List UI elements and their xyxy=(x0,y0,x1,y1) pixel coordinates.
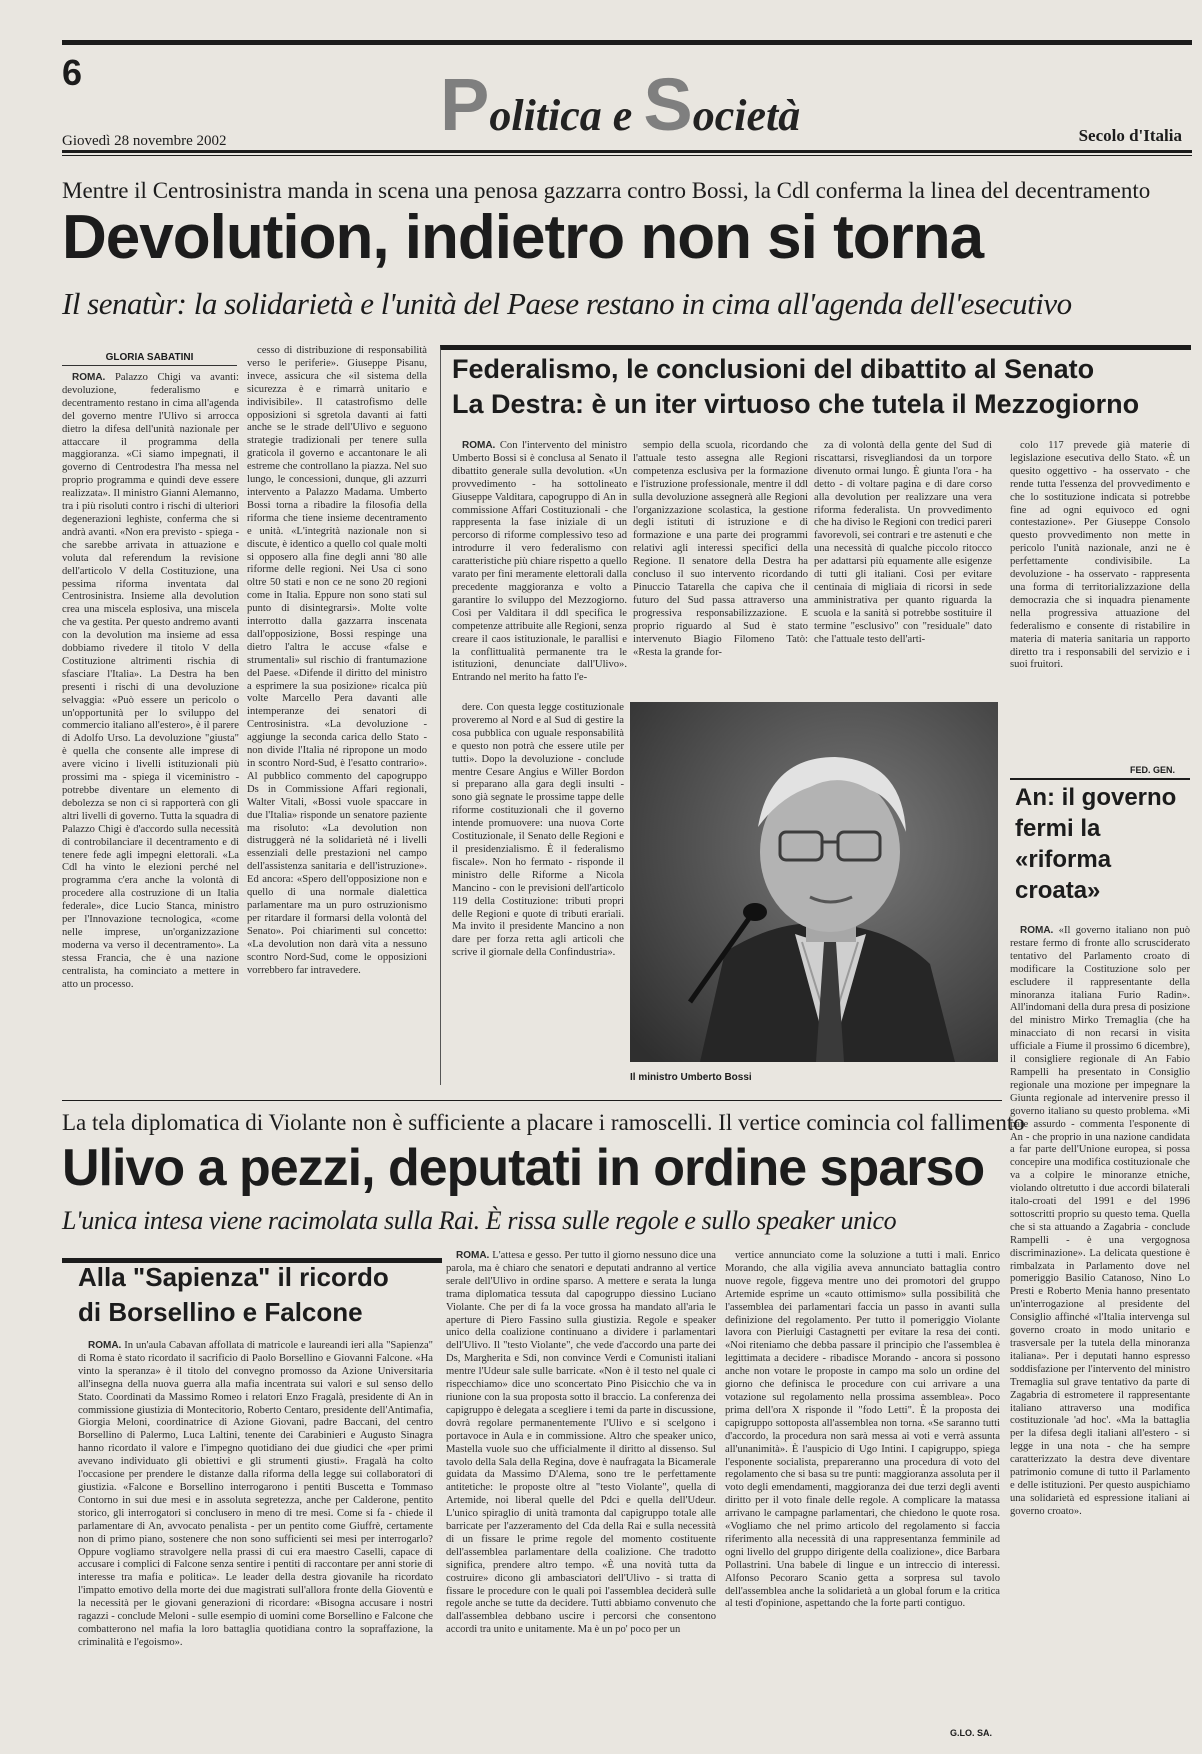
side-story-text: «Il governo italiano non può restare fermo di fronte allo scrusciderato tentativo del Parlamento croato di modificare la Costituzione solo per escludere il rappresentante della minoranza italiana Furio Radin». All'indomani della dura presa di posizione del ministro Mirko Tremaglia (che ha minacciato di non recarsi in visita ufficiale a Fiume il prossimo 6 dicembre), il consigliere regionale di An Fabio Rampelli ha presentato in Consiglio regionale una mozione per impegnare la Giunta regionale ad intervenire presso il governo italiano su questo problema. «Mi pare assurdo - commenta l'esponente di An - che proprio in una nazione candidata a far parte dell'Unione europea, si possa concepire una modifica costituzionale che va a colpire le minoranze etniche, violando oltretutto i due accordi bilaterali italo-croati del 1991 e del 1996 sottoscritti proprio su questo tema. Quella che si sta attuando a Zagabria - conclude Rampelli - è una vergognosa discriminazione». La delicata questione è rimbalzata in Parlamento dove nel pomeriggio Basilio Catanoso, Nino Lo Presti e Roberto Menia hanno presentato un'interrogazione al presidente del Consiglio affinché «l'Italia intervenga sul governo croato in modo unitario e trasversale per la tutela della minoranza italiana». Per i deputati hanno espresso soddisfazione per l'intervento del ministro Tremaglia sul grave tentativo da parte di Zagabria di estrometere il rappresentante italiano attraverso una modifica costituzionale 'ad hoc'. «Ma la battaglia per la difesa degli italiani all'estero - si legge in una nota - che ha sempre caratterizzato la destra deve diventare patrimonio comune di tutto il Parlamento e delle istituzioni. Per questo auspichiamo una solidarietà ed espressione italiani ai governo croato». xyxy=(1010,925,1190,1517)
main-column-2 xyxy=(247,345,427,1082)
main-column-1 xyxy=(62,372,239,1082)
section-initial-s: S xyxy=(643,63,693,146)
feature-column-2-text: sempio della scuola, ricordando che l'attuale testo assegna alle Regioni competenza esclusiva per la formazione e l'istruzione professionale, mentre il ddl sulla devoluzione assegnerà alle Regioni l'organizzazione scolastica, la gestione degli istituti di istruzione e di formazione e una parte dei programmi relativi agli interessi specifici della Regione. Il senatore della Destra ha concluso il suo intervento ricordando Pinuccio Tatarella che capiva che il futuro del Sud passa attraverso una progressiva responsabilizzazione. E proprio riguardo al Sud è stato intervenuto Biagio Filomeno Tatò: «Resta la grande for- xyxy=(633,440,808,658)
sub-story-dateline: ROMA. xyxy=(88,1340,122,1351)
sub-story-headline-line-1: Alla "Sapienza" il ricordo xyxy=(78,1262,389,1292)
dateline: ROMA. xyxy=(72,372,106,383)
section-title-part2: ocietà xyxy=(692,91,801,140)
second-column-1-text: L'attesa e gesso. Per tutto il giorno nessuno dice una parola, ma è chiaro che senatori e deputati andranno al vertice serale dell'Ulivo in ordine sparso. A mettere e serata la lunga trama diplomatica tessuta dal capogruppo diessino Luciano Violante. Che per di fa la voce grossa ha mandato all'aria le aperture di Piero Fassino sulla giustizia. Regole e speaker unico della coalizione continuano a dividere i parlamentari dell'Ulivo. Il "testo Violante", che vede d'accordo una parte dei Ds, Margherita e Sdi, non convince Verdi e Comunisti italiani mentre l'Udeur sale sulle barricate. «Non è il testo nel quale ci rispecchiamo» dice uno sconcertato Pino Pisicchio che va in riunione con la sua proposta sotto il braccio. La conferenza dei capigruppo è delegata a scegliere i temi da parte in discussione, dovrà regolare permanentemente l'Ulivo e si scelgono i portavoce in Aula e in commissione. Altro che speaker unico, Mastella vuole suo che ufficialmente il diritto al dissenso. Sul tavolo della Sala della Regina, dove è naufragata la Bicamerale guidata da Massimo D'Alema, sono tre le perfettamente antitetiche: le proposte oltre al "testo Violante", quella di Artemide, noi liberal quelle del Pdci e quella dell'Udeur. L'unico spiraglio di unità tramonta dal capigruppo totale alle barricate per l'azzeramento del Cda della Rai e sulla necessità di un fissare le prime regole del momento costituente dell'assemblea parlamentare della coalizione. Che tradotto significa, prendere altro tempo. «È una novità tutta da costruire» dicono gli ambasciatori dell'Ulivo - si tratta di fissare le procedure con le quali poi l'assemblea deciderà sulle regole anche se tutte da decidere. Tutti abbiamo convenuto che dall'assemblea debbano uscire i percorsi che consentono accordi tra unito e unitamente. Ma è un po' poco per un xyxy=(446,1250,716,1636)
side-story-title: An: il governo fermi la «riforma croata» xyxy=(1015,784,1177,904)
sub-story-text: In un'aula Cabavan affollata di matricole e laureandi ieri alla "Sapienza" di Roma è stato ricordato il sacrificio di Paolo Borsellino e Giovanni Falcone. «Ha vinto la speranza» è il titolo del convegno promosso da Azione Universitaria all'insegna della nuova guerra alla mafia incentrata sui valori e sul senso dello Stato. Coordinati da Massimo Romeo i relatori Enzo Fragalà, presidente di An in commissione giustizia di Montecitorio, Roberto Centaro, presidente dell'Antimafia, Giorgia Meloni, coordinatrice di Azione Giovani, padre Baccani, del centro Borsellino di Palermo, Luca Laltini, tenente dei Carabinieri e Augusto Sinagra hanno ricordato il valore e l'impegno quotidiano dei due giudici che «per primi avevano individuato gli obiettivi e gli strumenti giusti». Fragalà ha colto l'occasione per prendere le distanze dalla riforma della legge sui collaboratori di giustizia. «Falcone e Borsellino interrogarono i pentiti Buscetta e Tommaso Contorno in sui due mesi e in assoluta segretezza, anche per Calderone, pentito storico, gli interrogatori si conclusero in meno di tre mesi. Come si fa - chiede il parlamentare di An, avvocato penalista - per un pentito come Giuffrè, certamente non di primo piano, sostenere che non sono sufficienti sei mesi per interrogarlo? Oppure vogliamo stravolgere nella prassi di cui era maestro Caselli, capace di accusare i complici di Falcone senza sentire i pentiti di raccontare per anni storie di interesse tra mafia e politica». Le leader della destra giovanile ha ricordato l'impatto emotivo della morte dei due magistrati sull'allora fronte della Gioventù e la necessità per le giovani generazioni di ricordare: «Bisogna accusare i nostri ragazzi - conclude Meloni - sulle esempio di uomini come Borsellino e Falcone che combatterono nel mafia la loro battaglia quotidiana contro la sopraffazione, la criminalità e l'egoismo». xyxy=(78,1340,433,1648)
minister-portrait-image xyxy=(630,702,998,1062)
feature-dateline: ROMA. xyxy=(462,440,496,451)
second-signature: G.LO. SA. xyxy=(950,1728,993,1738)
second-kicker: La tela diplomatica di Violante non è sufficiente a placare i ramoscelli. Il vertice comincia col fallimento xyxy=(62,1110,1025,1135)
feature-headline-line-2: La Destra: è un iter virtuoso che tutela il Mezzogiorno xyxy=(452,389,1140,419)
section-title-part1: olitica e xyxy=(489,91,644,140)
feature-headline xyxy=(452,352,1139,422)
byline: GLORIA SABATINI xyxy=(62,352,237,366)
minister-photo xyxy=(630,702,998,1062)
newspaper-name: Secolo d'Italia xyxy=(1078,126,1182,145)
section-title xyxy=(440,62,800,147)
main-headline: Devolution, indietro non si torna xyxy=(62,203,984,272)
feature-column-4 xyxy=(1010,440,1190,760)
main-column-1-text: Palazzo Chigi va avanti: devoluzione, federalismo e decentramento restano in cima all'agenda del governo mentre l'Ulivo si arrocca dietro la difesa dell'unità nazionale per attaccare il programma della maggioranza. «Ci siamo impegnati, il governo di Centrodestra l'ha messa nel proprio programma e quindi deve essere realizzata». Il ministro Gianni Alemanno, tra i più risoluti contro i rischi di ulteriori degenerazioni leghiste, conferma che si andrà avanti. «Non era previsto - spiega - che sarebbe arrivata in attuazione e voluta dal referendum la revisione dell'articolo V della Costituzione, una pessima riforma inventata dal Centrosinistra. Insieme alla devolution crea una miscela esplosiva, una miscela che va gestita. Per questo andremo avanti con la devolution ma insieme ad essa dobbiamo rivedere il titolo V della Costituzione altrimenti rischia di sfasciare l'Italia». La Destra ha ben presenti i rischi di una devoluzione selvaggia: «Può essere un pericolo o un'opportunità per lo sviluppo del commercio italiano all'estero», è il parere di Adolfo Urso. La devoluzione "giusta" è quella che consente alle imprese di avere vicino i livelli istituzionali più prossimi ma - spiega il viceministro - potrebbe diventare un elemento di debolezza se non ci si rapporterà con gli altri livelli di governo. Tutta la squadra di Palazzo Chigi è d'accordo sulla necessità di controbilanciare il decentramento e di tenere fede agli impegni elettorali. «La Cdl ha vinto le elezioni perché nel programma c'era anche la volontà di procedere alla costruzione di un Italia federale», dice Lucio Stanca, ministro per l'Innovazione tecnologica, «come nelle imprese, un'organizzazione moderna va verso il decentramento». La stessa Francia, che è una nazione centralista, ha cominciato a mettere in atto un processo. xyxy=(62,372,239,990)
feature-signature: FED. GEN. xyxy=(1130,765,1176,775)
second-column-2 xyxy=(725,1250,1000,1725)
feature-headline-line-1: Federalismo, le conclusioni del dibattito al Senato xyxy=(452,354,1095,384)
second-dateline: ROMA. xyxy=(456,1250,490,1261)
sub-story-headline-line-2: di Borsellino e Falcone xyxy=(78,1297,363,1327)
photo-caption: Il ministro Umberto Bossi xyxy=(630,1072,752,1083)
second-column-1 xyxy=(446,1250,716,1735)
side-story-dateline: ROMA. xyxy=(1020,925,1054,936)
second-story-rule xyxy=(62,1100,1002,1101)
top-rule xyxy=(62,40,1192,45)
second-deck: L'unica intesa viene racimolata sulla Rai. È rissa sulle regole e sullo speaker unico xyxy=(62,1206,897,1235)
feature-column-2 xyxy=(633,440,808,693)
sub-story-column xyxy=(78,1340,433,1735)
second-column-2-text: vertice annunciato come la soluzione a tutti i mali. Enrico Morando, che alla vigilia aveva annunciato battaglia contro nuove regole, figgeva mentre uno dei promotori del gruppo Artemide esprime un «cauto ottimismo» sulla possibilità che l'assemblea dei parlamentari faccia un passo in avanti sulla definizione del regolamento. Per tutto il pomeriggio Violante lavora con Pierluigi Castagnetti per evitare la resa dei conti. «Noi riteniamo che debba passare il principio che l'assemblea è legittimata a decidere - ribadisce Morando - ancora si possono anche non votare le proposte in campo ma solo un ordine del giorno che definisca le procedure con cui arrivare a una votazione sul regolamento nella prossima assemblea». Poco prima dell'ora X risponde il "fodo Letti". È la proposta dei capigruppo sottoposta all'assemblea non torna. «Se saranno tutti d'accordo, la procedura non sarà messa ai voti e verrà assunta all'unanimità». È l'auspicio di Ugo Intini. I capigruppo, spiega l'esponente socialista, prepareranno una procedura di voto del regolamento che si basa su tre punti: maggioranza assoluta per il voto degli emendamenti, maggioranza dei due terzi degli aventi diritto per il voto finale delle regole. A complicare la matassa arrivano le campagne parlamentari, che chiedono le quote rosa. «Vogliamo che nel primo articolo del regolamento si faccia riferimento alla necessità di una rappresentanza femminile ad ogni livello del gruppo dirigente della coalizione», dice Barbara Pollastrini. Una babele di lingue e un intreccio di interessi. Alfonso Pecoraro Scanio getta a sorpresa sul tavolo dell'assemblea anche la solidarietà a un global forum e la critica al testi d'opinione, aspettando che la forte parti contiguo. xyxy=(725,1250,1000,1610)
feature-column-3 xyxy=(814,440,992,693)
feature-column-1 xyxy=(452,440,627,693)
main-kicker: Mentre il Centrosinistra manda in scena una penosa gazzarra contro Bossi, la Cdl conferma la linea del decentramento xyxy=(62,178,1151,203)
masthead-rule-thin xyxy=(62,155,1192,156)
feature-column-3-text: za di volontà della gente del Sud di riscattarsi, risvegliandosi da un torpore divenuto ormai lungo. È giunta l'ora - ha detto - di voltare pagina e di dare corso alla devolution per realizzare una vera riforma federalista. Un provvedimento che ha diviso le Regioni con tredici pareri favorevoli, sei contrari e tre astenuti e che una necessità di qualche piccolo ritocco per adattarsi più equamente alle esigenze di tutti gli italiani. Così per evitare centinaia di migliaia di ricorsi in sede amministrativa per quanto riguarda la scuola e la sanità si potrebbe sostituire il termine "esclusivo" con "residuale" dato che l'attuale testo dell'arti- xyxy=(814,440,992,645)
feature-column-5 xyxy=(452,702,624,1082)
feature-column-1-text: Con l'intervento del ministro Umberto Bossi si è conclusa al Senato il dibattito generale sulla devolution. «Un provvedimento - ha sottolineato Giuseppe Valditara, capogruppo di An in commissione Affari Costituzionali - che rappresenta la fase iniziale di un percorso di riforme complessivo teso ad introdurre il vero federalismo con caratteristiche più chiare rispetto a quello varato per fini meramente elettorali dalla precedente maggioranza e volto a garantire lo sviluppo del Mezzogiorno. Così per Valditara il ddl specifica le competenze attribuite alle Regioni, senza creare il caos istituzionale, le parallisi e la conflittualità permanente tra le istituzioni, denunciate dall'Ulivo». Entrando nel merito ha fatto l'e- xyxy=(452,440,627,684)
side-story-column xyxy=(1010,925,1190,1740)
page-number: 6 xyxy=(62,52,83,93)
main-deck: Il senatùr: la solidarietà e l'unità del Paese restano in cima all'agenda dell'esecutivo xyxy=(62,286,1072,321)
feature-column-4-text: colo 117 prevede già materie di legislazione esecutiva dello Stato. «È un quesito oggettivo - ha osservato - che rende tutta l'essenza del provvedimento e che lo sostituzione indicata si potrebbe fine ad ogni equivoco ed ogni contestazione». Per Giuseppe Consolo questo provvedimento non mette in pericolo l'unità nazionale, anzi ne è perfettamente condivisibile. La devoluzione - ha osservato - rappresenta una forma di territorializzazione della democrazia che si inquadra pienamente nella progressiva attuazione del federalismo e consente di ristabilire in materia di materia sanitaria un rapporto diretto tra i responsabili del servizio e i suoi fruitori. xyxy=(1010,440,1190,671)
second-headline: Ulivo a pezzi, deputati in ordine sparso xyxy=(62,1139,985,1197)
section-initial-p: P xyxy=(440,63,490,146)
main-column-2-text: cesso di distribuzione di responsabilità verso le periferie». Giuseppe Pisanu, invece, assicura che «il sistema della sicurezza è e rimarrà unitario e indivisibile». Il catastrofismo delle opposizioni si sgretola davanti ai fatti anche se le strade dell'Ulivo e seguono strategie tradizionali per tenere sulla graticola il governo e accantonare le ali estreme che controllano la piazza. Nel suo lungo, le concessioni, dunque, gli azzurri intervento a Palazzo Madama. Umberto Bossi torna a ribadire la filosofia della riforma che tiene insieme decentramento e unità. «L'integrità nazionale non si discute, è identico a quello col quale molti si opposero alla fine degli anni '80 alle riforme delle regioni. Nei Usa ci sono oltre 50 stati e non ce ne sono 20 regioni come in Italia. Eppure non sono stati sul punto di disintegrarsi». Molte volte interrotto dalla gazzarra inscenata dall'opposizione, Bossi respinge una dietro l'altra le accuse «false e strumentali» sul rischio di frantumazione del Paese. «Difende il diritto del ministro a esprimere la sua posizione» ricalca più volte Marcello Pera davanti alle intemperanze dei senatori di Centrosinistra. «La devoluzione - aggiunge la seconda carica dello Stato - non divide l'Italia né ripropone un modo in scontro Nord-Sud, è l'esatto contrario». Al pubblico commento del capogruppo Ds in Commissione Affari regionali, Walter Vitali, «Bossi vuole spaccare in due l'Italia» risponde un senatore paziente ma risoluto: «La devolution non distruggerà né la solidarietà né i livelli essenziali delle prestazioni nel campo dell'assistenza sanitaria e dell'istruzione». Ed ancora: «Spero dell'opposizione non e quello di una normale dialettica parlamentare ma un puro ostruzionismo per ritardare il formarsi della volontà del Senato». Poi chiarimenti sul concetto: «La devolution non darà vita a nessuno scontro Nord-Sud, come le opposizioni vorrebbero far intravedere. xyxy=(247,345,427,976)
issue-date: Giovedì 28 novembre 2002 xyxy=(62,133,227,149)
feature-column-5-text: dere. Con questa legge costituzionale proveremo al Nord e al Sud di gestire la cosa pubblica con uguale responsabilità e questo non potrà che essere utile per tutti». Dopo la devoluzione - conclude mentre Cesare Angius e Willer Bordon si preparano alla gara degli insulti - sono già segnate le prossime tappe delle riforme costituzionali che il governo intende promuovere: una nuova Corte Costituzionale, il Senato delle Regioni e il presidenzialismo. È il federalismo fiscale». Non ho fermato - risponde il ministro delle Riforme a Nicola Mancino - con le previsioni dell'articolo 119 della Costituzione: tributi propri delle Regioni e quote di tributi erariali. Ma invito il presidente Mancino a non dare per forza retta agli articoli che scrive il giornale della Confindustria». xyxy=(452,702,624,959)
side-story-rule xyxy=(1010,778,1190,780)
masthead-rule xyxy=(62,150,1192,153)
sub-story-headline xyxy=(78,1260,389,1330)
